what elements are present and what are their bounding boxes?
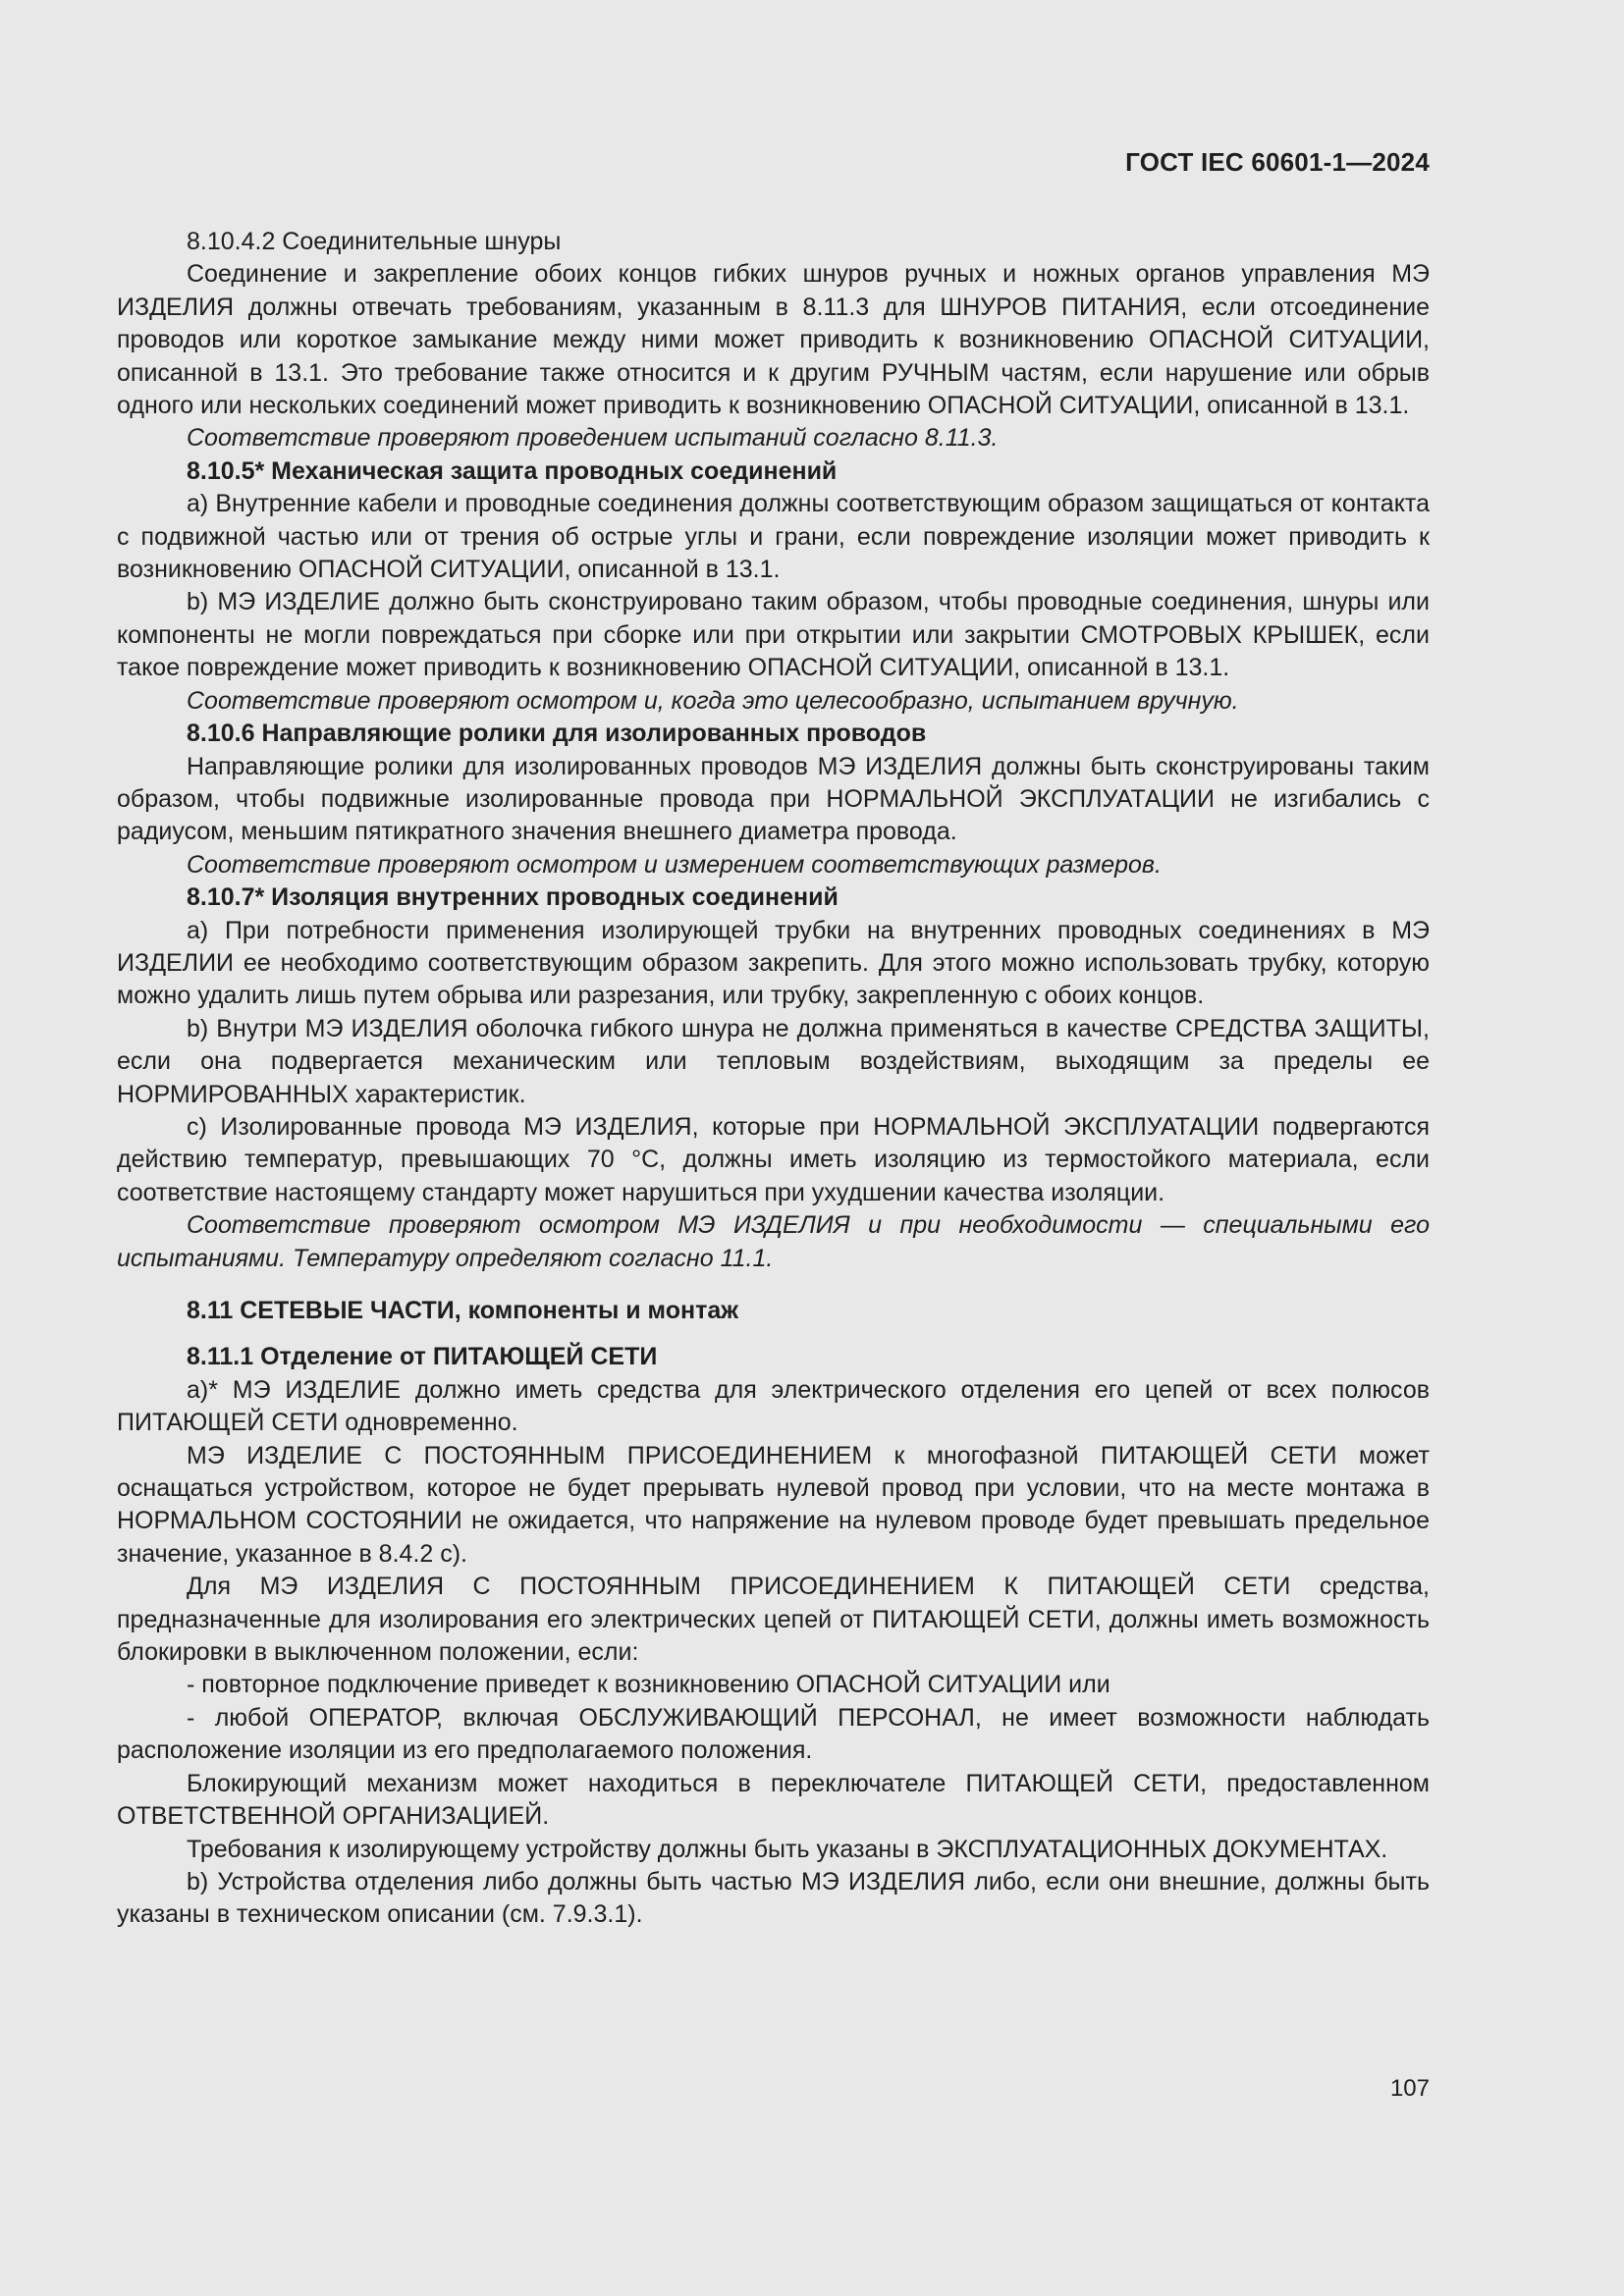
body-paragraph: b) МЭ ИЗДЕЛИЕ должно быть сконструировано таким образом, чтобы проводные соединения, шнуры или компоненты не могли повреждаться при сборке или при открытии или закрытии СМОТРОВЫХ КРЫШЕК, если такое повреждение может приводить к возникновению ОПАСНОЙ СИТУАЦИИ, описанной в 13.1. bbox=[117, 588, 1430, 682]
clause-heading-8-10-4-2: 8.10.4.2 Соединительные шнуры bbox=[187, 228, 562, 255]
body-paragraph: МЭ ИЗДЕЛИЕ С ПОСТОЯННЫМ ПРИСОЕДИНЕНИЕМ к многофазной ПИТАЮЩЕЙ СЕТИ может оснащаться устройством, которое не будет прерывать нулевой провод при условии, что на месте монтажа в НОРМАЛЬНОМ СОСТОЯНИИ не ожидается, что напряжение на нулевом проводе будет превышать предельное значение, указанное в 8.4.2 с). bbox=[117, 1441, 1430, 1568]
body-paragraph: Требования к изолирующему устройству должны быть указаны в ЭКСПЛУАТАЦИОННЫХ ДОКУМЕНТАХ. bbox=[187, 1835, 1388, 1863]
body-paragraph: Соединение и закрепление обоих концов гибких шнуров ручных и ножных органов управления МЭ ИЗДЕЛИЯ должны отвечать требованиям, указанным в 8.11.3 для ШНУРОВ ПИТАНИЯ, если отсоединение проводов или короткое замыкание между ними может приводить к возникновению ОПАСНОЙ СИТУАЦИИ, описанной в 13.1. Это требование также относится и к другим РУЧНЫМ частям, если нарушение или обрыв одного или нескольких соединений может приводить к возникновению ОПАСНОЙ СИТУАЦИИ, описанной в 13.1. bbox=[117, 260, 1430, 420]
compliance-note: Соответствие проверяют проведением испытаний согласно 8.11.3. bbox=[187, 424, 999, 453]
document-body bbox=[117, 226, 1430, 1932]
page-number: 107 bbox=[1389, 2075, 1430, 2102]
compliance-note: Соответствие проверяют осмотром и измерением соответствующих размеров. bbox=[187, 850, 1162, 879]
section-heading-8-11: 8.11 СЕТЕВЫЕ ЧАСТИ, компоненты и монтаж bbox=[187, 1297, 738, 1324]
body-paragraph: Направляющие ролики для изолированных проводов МЭ ИЗДЕЛИЯ должны быть сконструированы таким образом, чтобы подвижные изолированные провода при НОРМАЛЬНОЙ ЭКСПЛУАТАЦИИ не изгибались с радиусом, меньшим пятикратного значения внешнего диаметра провода. bbox=[117, 752, 1430, 846]
list-item: - повторное подключение приведет к возникновению ОПАСНОЙ СИТУАЦИИ или bbox=[187, 1671, 1110, 1699]
clause-heading-8-10-5: 8.10.5* Механическая защита проводных соединений bbox=[187, 456, 838, 485]
body-paragraph: Для МЭ ИЗДЕЛИЯ С ПОСТОЯННЫМ ПРИСОЕДИНЕНИЕМ К ПИТАЮЩЕЙ СЕТИ средства, предназначенные для изолирования его электрических цепей от ПИТАЮЩЕЙ СЕТИ, должны иметь возможность блокировки в выключенном положении, если: bbox=[117, 1573, 1430, 1667]
list-item: - любой ОПЕРАТОР, включая ОБСЛУЖИВАЮЩИЙ ПЕРСОНАЛ, не имеет возможности наблюдать расположение изоляции из его предполагаемого положения. bbox=[117, 1703, 1430, 1765]
body-paragraph: b) Устройства отделения либо должны быть частью МЭ ИЗДЕЛИЯ либо, если они внешние, должны быть указаны в техническом описании (см. 7.9.3.1). bbox=[117, 1867, 1430, 1929]
compliance-note: Соответствие проверяют осмотром и, когда это целесообразно, испытанием вручную. bbox=[187, 686, 1239, 715]
body-paragraph: c) Изолированные провода МЭ ИЗДЕЛИЯ, которые при НОРМАЛЬНОЙ ЭКСПЛУАТАЦИИ подвергаются действию температур, превышающих 70 °С, должны иметь изоляцию из термостойкого материала, если соответствие настоящему стандарту может нарушиться при ухудшении качества изоляции. bbox=[117, 1112, 1430, 1206]
body-paragraph: b) Внутри МЭ ИЗДЕЛИЯ оболочка гибкого шнура не должна применяться в качестве СРЕДСТВА ЗАЩИТЫ, если она подвергается механическим или тепловым воздействиям, выходящим за пределы ее НОРМИРОВАННЫХ характеристик. bbox=[117, 1014, 1430, 1108]
clause-heading-8-10-6: 8.10.6 Направляющие ролики для изолированных проводов bbox=[187, 720, 927, 748]
body-paragraph: a)* МЭ ИЗДЕЛИЕ должно иметь средства для электрического отделения его цепей от всех полюсов ПИТАЮЩЕЙ СЕТИ одновременно. bbox=[117, 1375, 1430, 1437]
body-paragraph: Блокирующий механизм может находиться в переключателе ПИТАЮЩЕЙ СЕТИ, предоставленном ОТВЕТСТВЕННОЙ ОРГАНИЗАЦИЕЙ. bbox=[117, 1769, 1430, 1831]
body-paragraph: a) Внутренние кабели и проводные соединения должны соответствующим образом защищаться от контакта с подвижной частью или от трения об острые углы и грани, если повреждение изоляции может приводить к возникновению ОПАСНОЙ СИТУАЦИИ, описанной в 13.1. bbox=[117, 490, 1430, 584]
clause-heading-8-10-7: 8.10.7* Изоляция внутренних проводных соединений bbox=[187, 883, 839, 912]
compliance-note: Соответствие проверяют осмотром МЭ ИЗДЕЛИЯ и при необходимости — специальными его испытаниями. Температуру определяют согласно 11.1. bbox=[117, 1211, 1430, 1272]
body-paragraph: a) При потребности применения изолирующей трубки на внутренних проводных соединениях в МЭ ИЗДЕЛИИ ее необходимо соответствующим образом закрепить. Для этого можно использовать трубку, которую можно удалить лишь путем обрыва или разрезания, или трубку, закрепленную с обоих концов. bbox=[117, 916, 1430, 1010]
document-header: ГОСТ IEC 60601-1—2024 bbox=[1125, 147, 1430, 177]
clause-heading-8-11-1: 8.11.1 Отделение от ПИТАЮЩЕЙ СЕТИ bbox=[187, 1343, 658, 1371]
